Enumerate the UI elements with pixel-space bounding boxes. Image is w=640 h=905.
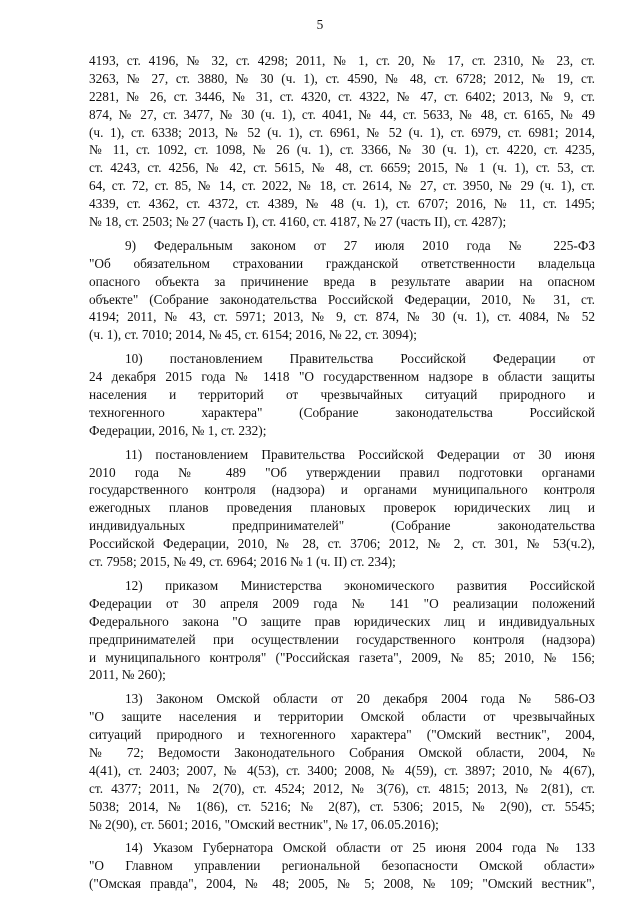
- text-line: 2010 года № 489 "Об утверждении правил подготовки органами: [89, 464, 595, 480]
- text-line: объекте" (Собрание законодательства Российской Федерации, 2010, № 31, ст.: [89, 291, 595, 307]
- text-line: № 11, ст. 1092, ст. 1098, № 26 (ч. 1), ст. 3366, № 30 (ч. 1), ст. 4220, ст. 4235,: [89, 142, 595, 158]
- text-line: и муниципального контроля" ("Российская газета", 2009, № 85; 2010, № 156;: [89, 649, 595, 665]
- text-line: № 18, ст. 2503; № 27 (часть I), ст. 4160, ст. 4187, № 27 (часть II), ст. 4287);: [89, 214, 507, 230]
- text-line: 14) Указом Губернатора Омской области от 25 июня 2004 года № 133: [125, 840, 595, 856]
- text-line: Федерации от 30 апреля 2009 года № 141 "О реализации положений: [89, 595, 595, 611]
- text-line: (ч. 1), ст. 7010; 2014, № 45, ст. 6154; 2016, № 22, ст. 3094);: [89, 327, 417, 343]
- text-line: 4193, ст. 4196, № 32, ст. 4298; 2011, № 1, ст. 20, № 17, ст. 2310, № 23, ст.: [89, 53, 595, 68]
- text-line: 4339, ст. 4362, ст. 4372, ст. 4389, № 48 (ч. 1), ст. 6707; 2016, № 11, ст. 1495;: [89, 196, 595, 212]
- text-line: ст. 4377; 2011, № 2(70), ст. 4524; 2012, № 3(76), ст. 4815; 2013, № 2(81), ст.: [89, 780, 595, 796]
- text-line: "Об обязательном страховании гражданской ответственности владельца: [89, 255, 595, 271]
- text-line: опасного объекта за причинение вреда в результате аварии на опасном: [89, 273, 595, 289]
- text-line: "О Главном управлении региональной безопасности Омской области»: [89, 858, 595, 874]
- text-line: № 72; Ведомости Законодательного Собрания Омской области, 2004, №: [89, 744, 595, 760]
- text-line: 2281, № 26, ст. 3446, № 31, ст. 4320, ст. 4322, № 47, ст. 6402; 2013, № 9, ст.: [89, 88, 595, 104]
- text-line: Российской Федерации, 2010, № 28, ст. 3706; 2012, № 2, ст. 301, № 53(ч.2),: [89, 536, 595, 552]
- text-line: предпринимателей при осуществлении государственного контроля (надзора): [89, 631, 595, 647]
- text-line: 24 декабря 2015 года № 1418 "О государственном надзоре в области защиты: [89, 369, 595, 385]
- text-line: ситуаций природного и техногенного характера" ("Омский вестник", 2004,: [89, 727, 595, 743]
- text-line: ежегодных планов проведения плановых проверок юридических лиц и: [89, 500, 595, 516]
- text-line: 11) постановлением Правительства Российской Федерации от 30 июня: [125, 446, 595, 462]
- text-line: 12) приказом Министерства экономического развития Российской: [125, 577, 595, 593]
- text-line: 4194; 2011, № 43, ст. 5971; 2013, № 9, ст. 874, № 30 (ч. 1), ст. 4084, № 52: [89, 309, 595, 325]
- text-line: 2011, № 260);: [89, 667, 166, 683]
- text-line: населения и территорий от чрезвычайных ситуаций природного и: [89, 387, 595, 403]
- text-line: 9) Федеральным законом от 27 июля 2010 года № 225-ФЗ: [125, 237, 595, 253]
- text-line: техногенного характера" (Собрание законодательства Российской: [89, 404, 595, 420]
- text-line: Федерации, 2016, № 1, ст. 232);: [89, 422, 267, 438]
- text-line: № 2(90), ст. 5601; 2016, "Омский вестник", № 17, 06.05.2016);: [89, 816, 439, 832]
- page-number: 5: [316, 17, 324, 32]
- text-line: Федерального закона "О защите прав юридических лиц и индивидуальных: [89, 613, 595, 629]
- text-line: "О защите населения и территории Омской области от чрезвычайных: [89, 709, 595, 725]
- text-line: 874, № 27, ст. 3477, № 30 (ч. 1), ст. 4041, № 44, ст. 5633, № 48, ст. 6165, № 49: [89, 106, 595, 122]
- text-line: 64, ст. 72, ст. 85, № 14, ст. 2022, № 18, ст. 2614, № 27, ст. 3950, № 29 (ч. 1), ст.: [89, 178, 595, 194]
- text-line: индивидуальных предпринимателей" (Собрание законодательства: [89, 518, 595, 534]
- text-line: 5038; 2014, № 1(86), ст. 5216; № 2(87), ст. 5306; 2015, № 2(90), ст. 5545;: [89, 798, 595, 814]
- text-line: ("Омская правда", 2004, № 48; 2005, № 5; 2008, № 109; "Омский вестник",: [89, 876, 595, 892]
- document-body: [89, 52, 595, 893]
- text-line: 4(41), ст. 2403; 2007, № 4(53), ст. 3400; 2008, № 4(59), ст. 3897; 2010, № 4(67),: [89, 762, 595, 778]
- text-line: 3263, № 27, ст. 3880, № 30 (ч. 1), ст. 4590, № 48, ст. 6728; 2012, № 19, ст.: [89, 70, 595, 86]
- text-line: ст. 7958; 2015, № 49, ст. 6964; 2016 № 1 (ч. II) ст. 234);: [89, 554, 396, 570]
- text-line: государственного контроля (надзора) и органами муниципального контроля: [89, 482, 595, 498]
- text-line: 13) Законом Омской области от 20 декабря 2004 года № 586-ОЗ: [125, 691, 595, 707]
- text-line: 10) постановлением Правительства Российской Федерации от: [125, 351, 595, 367]
- text-line: (ч. 1), ст. 6338; 2013, № 52 (ч. 1), ст. 6961, № 52 (ч. 1), ст. 6979, ст. 6981; 2014,: [89, 124, 595, 140]
- text-line: ст. 4243, ст. 4256, № 42, ст. 5615, № 48, ст. 6659; 2015, № 1 (ч. 1), ст. 53, ст.: [89, 160, 595, 176]
